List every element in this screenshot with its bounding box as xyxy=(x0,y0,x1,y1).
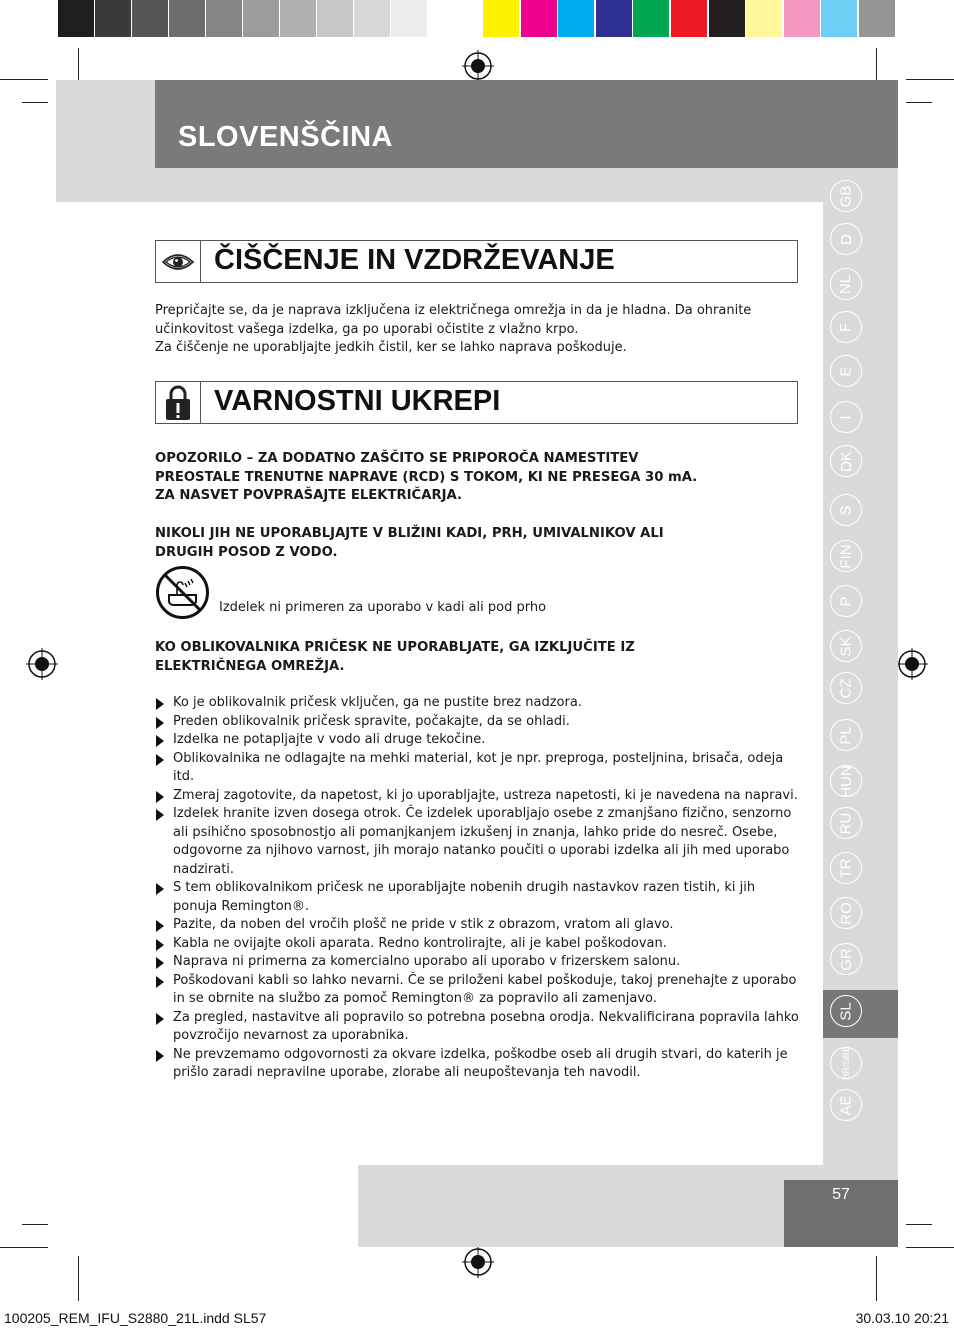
crop-mark xyxy=(22,1224,48,1225)
language-tab-label: PL xyxy=(837,725,855,745)
rcd-warning xyxy=(155,450,805,506)
language-tab-label: NL xyxy=(837,274,855,294)
list-item xyxy=(155,731,803,750)
bullet-arrow-icon xyxy=(156,883,164,895)
crop-mark xyxy=(0,1247,48,1248)
page-number: 57 xyxy=(832,1186,850,1203)
language-tab-fin[interactable] xyxy=(830,540,862,572)
language-tab-hr-srb[interactable] xyxy=(830,1047,862,1079)
text-line: ZA NASVET POVPRAŠAJTE ELEKTRIČARJA. xyxy=(155,488,462,503)
footer-file-info: 100205_REM_IFU_S2880_21L.indd SL57 xyxy=(4,1310,267,1326)
footer-date: 30.03.10 20:21 xyxy=(855,1310,949,1326)
color-swatch xyxy=(521,0,559,37)
language-tab-ru[interactable] xyxy=(830,807,862,839)
registration-mark-icon xyxy=(462,1246,494,1278)
language-tab-sl[interactable] xyxy=(830,995,862,1027)
list-item xyxy=(155,916,803,935)
language-tab-label: FIN xyxy=(837,543,855,569)
language-tab-label: F xyxy=(837,322,855,332)
gray-swatch xyxy=(280,0,318,37)
list-item xyxy=(155,1009,803,1046)
bullet-arrow-icon xyxy=(156,791,164,803)
language-tab-label: TR xyxy=(837,858,855,878)
language-tab-cz[interactable] xyxy=(830,672,862,704)
list-item-text: Oblikovalnika ne odlagajte na mehki material, kot je npr. preproga, posteljnina, brisača, odeja itd. xyxy=(173,750,784,784)
text-line: DRUGIH POSOD Z VODO. xyxy=(155,544,338,560)
language-tab-i[interactable] xyxy=(830,401,862,433)
language-tab-label: GR xyxy=(837,947,855,971)
bullet-arrow-icon xyxy=(156,809,164,821)
color-swatch xyxy=(483,0,521,37)
crop-mark xyxy=(906,1247,954,1248)
color-swatch xyxy=(709,0,747,37)
language-tab-ae[interactable] xyxy=(830,1089,862,1121)
list-item xyxy=(155,972,803,1009)
list-item-text: Preden oblikovalnik pričesk spravite, počakajte, da se ohladi. xyxy=(173,713,570,729)
list-item xyxy=(155,805,803,879)
language-tab-label: CZ xyxy=(837,678,855,698)
unplug-warning xyxy=(155,639,805,676)
list-item-text: S tem oblikovalnikom pričesk ne uporabljajte nobenih drugih nastavkov razen tistih, ki jih ponuja Remington®. xyxy=(173,880,756,914)
list-item xyxy=(155,1046,803,1083)
text-line: Za čiščenje ne uporabljajte jedkih čistil, ker se lahko naprava poškoduje. xyxy=(155,340,627,355)
gray-swatch xyxy=(317,0,355,37)
language-tab-label: D xyxy=(837,233,855,245)
text-line: OPOZORILO – ZA DODATNO ZAŠČITO SE PRIPOROČA NAMESTITEV xyxy=(155,451,639,466)
gray-swatch xyxy=(243,0,281,37)
text-line: Prepričajte se, da je naprava izključena iz električnega omrežja in da je hladna. Da ohranite xyxy=(155,303,752,318)
section-heading-safety xyxy=(155,381,798,424)
language-tab-label: P xyxy=(837,595,855,607)
language-tab-label: DK xyxy=(837,450,855,472)
language-tab-label: AE xyxy=(837,1094,855,1116)
language-tab-gr[interactable] xyxy=(830,943,862,975)
language-tab-label: HR/SRB xyxy=(841,1045,852,1081)
page-title: SLOVENŠČINA xyxy=(178,121,393,153)
list-item xyxy=(155,713,803,732)
language-tab-f[interactable] xyxy=(830,311,862,343)
bullet-arrow-icon xyxy=(156,1013,164,1025)
language-tab-dk[interactable] xyxy=(830,445,862,477)
list-item xyxy=(155,694,803,713)
language-tab-e[interactable] xyxy=(830,355,862,387)
bullet-arrow-icon xyxy=(156,717,164,729)
gray-swatch xyxy=(206,0,244,37)
registration-mark-icon xyxy=(26,648,58,680)
gray-swatch xyxy=(95,0,133,37)
gray-swatch xyxy=(132,0,170,37)
language-tab-d[interactable] xyxy=(830,223,862,255)
color-swatch xyxy=(671,0,709,37)
language-tab-label: E xyxy=(837,365,855,377)
list-item xyxy=(155,750,803,787)
gray-swatch xyxy=(58,0,96,37)
safety-bullet-list xyxy=(155,694,803,1083)
text-line: PREOSTALE TRENUTNE NAPRAVE (RCD) S TOKOM, KI NE PRESEGA 30 mA. xyxy=(155,469,698,485)
language-tab-label: RU xyxy=(837,812,855,834)
language-tab-label: RO xyxy=(837,901,855,925)
eye-icon xyxy=(156,241,201,282)
text-line: učinkovitost vašega izdelka, ga po uporabi očistite z vlažno krpo. xyxy=(155,321,579,337)
language-tab-tr[interactable] xyxy=(830,852,862,884)
text-line: KO OBLIKOVALNIKA PRIČESK NE UPORABLJATE, GA IZKLJUČITE IZ xyxy=(155,640,635,655)
language-tab-label: GB xyxy=(837,185,855,207)
bullet-arrow-icon xyxy=(156,957,164,969)
language-tab-gb[interactable] xyxy=(830,180,862,212)
crop-mark xyxy=(876,1256,877,1301)
language-tab-label: S xyxy=(837,504,855,516)
list-item xyxy=(155,787,803,806)
bullet-arrow-icon xyxy=(156,976,164,988)
list-item xyxy=(155,935,803,954)
color-swatch xyxy=(821,0,859,37)
color-swatch xyxy=(859,0,897,37)
list-item-text: Za pregled, nastavitve ali popravilo so potrebna posebna orodja. Nekvalificirana popravila lahko povzročijo nevarnost za uporabnika. xyxy=(173,1009,799,1043)
crop-mark xyxy=(906,1224,932,1225)
header-left-block xyxy=(56,80,157,202)
no-bath-icon xyxy=(155,565,210,620)
list-item-text: Izdelek hranite izven dosega otrok. Če izdelek uporabljajo osebe z zmanjšano fizično, senzorno ali psihično sposobnostjo ali pomanjkanjem izkušenj in znanja, lahko pride do nesreč. Osebe, odgovorne za njihovo varnost, jih morajo natanko poučiti o uporabi izdelka ali jih med uporabo nadzirati. xyxy=(173,806,792,877)
list-item xyxy=(155,953,803,972)
list-item-text: Izdelka ne potapljajte v vodo ali druge tekočine. xyxy=(173,732,486,747)
list-item-text: Naprava ni primerna za komercialno uporabo ali uporabo v frizerskem salonu. xyxy=(173,954,681,969)
crop-mark xyxy=(906,102,932,103)
text-line: ELEKTRIČNEGA OMREŽJA. xyxy=(155,658,345,674)
language-tab-nl[interactable] xyxy=(830,268,862,300)
water-warning xyxy=(155,525,805,562)
section-heading-cleaning xyxy=(155,240,798,283)
registration-mark-icon xyxy=(896,648,928,680)
warning-lock-icon xyxy=(156,382,201,423)
crop-mark xyxy=(0,79,48,80)
text-line: NIKOLI JIH NE UPORABLJAJTE V BLIŽINI KADI, PRH, UMIVALNIKOV ALI xyxy=(155,526,664,541)
language-tab-sk[interactable] xyxy=(830,630,862,662)
color-swatch xyxy=(633,0,671,37)
color-swatch xyxy=(784,0,822,37)
list-item-text: Poškodovani kabli so lahko nevarni. Če se priloženi kabel poškoduje, takoj prenehajte z uporabo in se obrnite na službo za pomoč Remington® za popravilo ali zamenjavo. xyxy=(173,972,797,1006)
bullet-arrow-icon xyxy=(156,735,164,747)
section-title: ČIŠČENJE IN VZDRŽEVANJE xyxy=(214,244,615,276)
color-swatch xyxy=(596,0,634,37)
list-item xyxy=(155,879,803,916)
language-tab-hun[interactable] xyxy=(830,765,862,797)
crop-mark xyxy=(22,102,48,103)
list-item-text: Zmeraj zagotovite, da napetost, ki jo uporabljajte, ustreza napetosti, ki je navedena na napravi. xyxy=(173,787,798,803)
language-tab-label: SL xyxy=(837,1001,855,1021)
color-swatch xyxy=(746,0,784,37)
gray-swatch xyxy=(428,0,466,37)
language-tab-s[interactable] xyxy=(830,494,862,526)
gray-swatch xyxy=(169,0,207,37)
bullet-arrow-icon xyxy=(156,698,164,710)
bullet-arrow-icon xyxy=(156,939,164,951)
bullet-arrow-icon xyxy=(156,754,164,766)
color-swatch xyxy=(558,0,596,37)
language-tab-label: HUN xyxy=(837,764,855,798)
language-tab-label: SK xyxy=(837,635,855,657)
language-tab-label: I xyxy=(837,414,855,420)
cleaning-paragraph xyxy=(155,302,805,358)
section-title: VARNOSTNI UKREPI xyxy=(214,385,501,417)
language-tab-pl[interactable] xyxy=(830,719,862,751)
header-sub-band xyxy=(155,168,898,202)
language-tab-p[interactable] xyxy=(830,585,862,617)
bath-caption: Izdelek ni primeren za uporabo v kadi ali pod prho xyxy=(219,600,547,615)
list-item-text: Kabla ne ovijajte okoli aparata. Redno kontrolirajte, ali je kabel poškodovan. xyxy=(173,935,667,951)
bullet-arrow-icon xyxy=(156,1050,164,1062)
bullet-arrow-icon xyxy=(156,920,164,932)
gray-swatch xyxy=(391,0,429,37)
list-item-text: Ne prevzemamo odgovornosti za okvare izdelka, poškodbe oseb ali drugih stvari, do katerih je prišlo zaradi nepravilne uporabe, zlorabe ali neupoštevanja teh navodil. xyxy=(173,1046,788,1080)
list-item-text: Ko je oblikovalnik pričesk vključen, ga ne pustite brez nadzora. xyxy=(173,695,582,710)
crop-mark xyxy=(78,1256,79,1301)
list-item-text: Pazite, da noben del vročih plošč ne pride v stik z obrazom, vratom ali glavo. xyxy=(173,917,674,932)
registration-mark-icon xyxy=(462,50,494,82)
crop-mark xyxy=(906,79,954,80)
language-tab-ro[interactable] xyxy=(830,897,862,929)
gray-swatch xyxy=(354,0,392,37)
